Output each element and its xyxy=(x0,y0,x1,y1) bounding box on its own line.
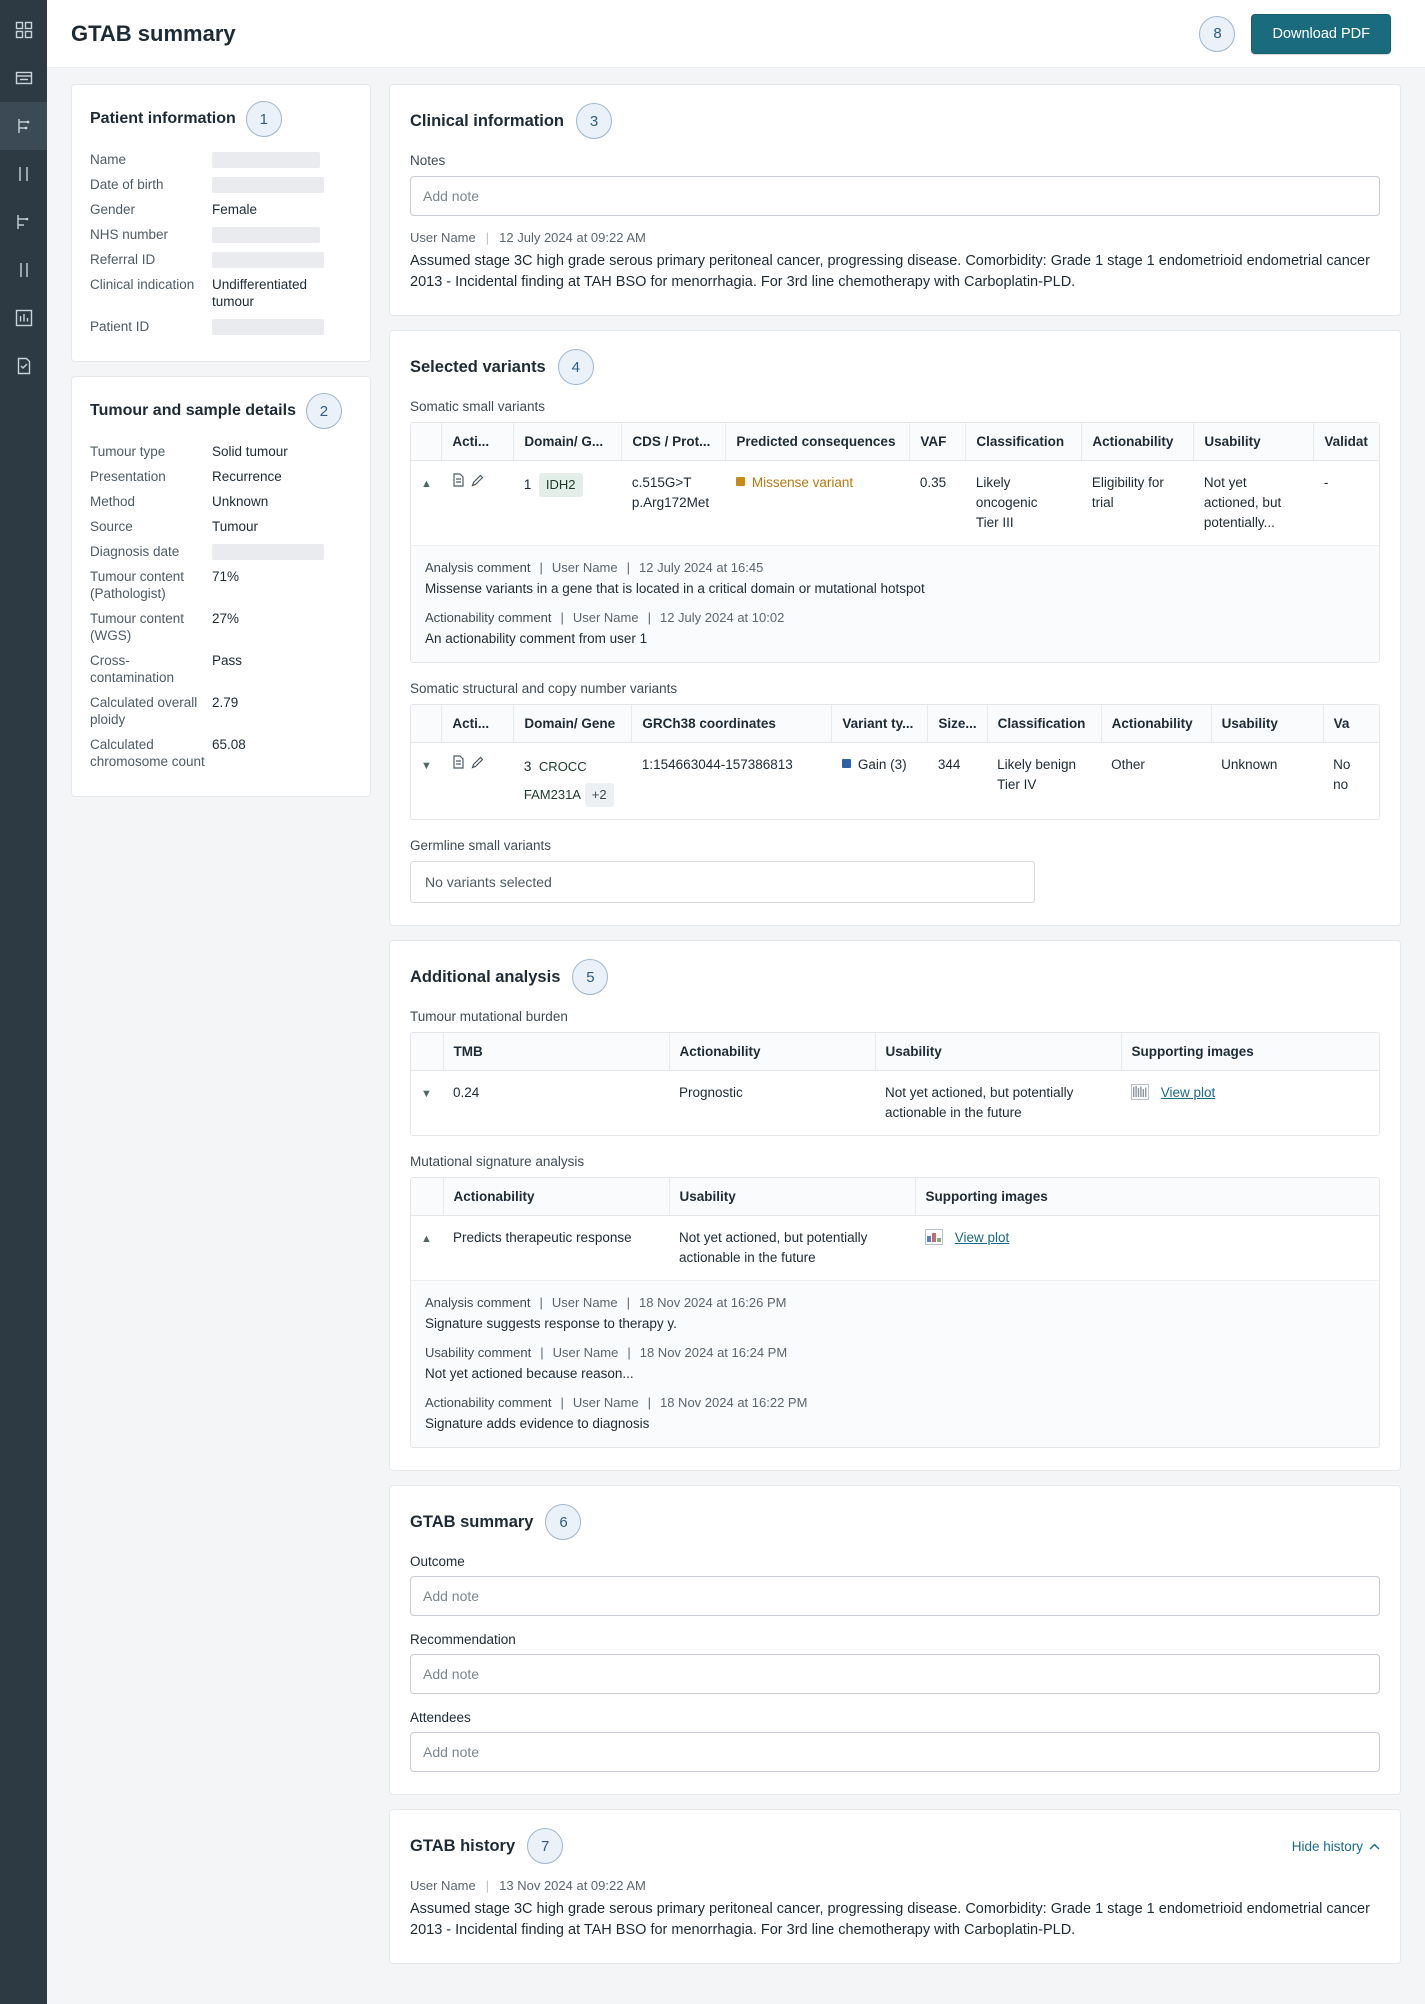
somatic-small-variant-comments xyxy=(411,545,1379,662)
chevron-down-icon[interactable]: ▼ xyxy=(421,760,432,772)
row-expand-toggle[interactable] xyxy=(411,1071,443,1136)
redacted-value xyxy=(212,177,324,193)
field-value: 2.79 xyxy=(212,695,239,710)
comment-author: User Name xyxy=(552,1345,619,1360)
patient-row-date-of-birth xyxy=(90,176,352,193)
germline-variants-empty: No variants selected xyxy=(410,861,1035,903)
field-value xyxy=(212,251,352,268)
comment-label: Actionability comment xyxy=(425,1395,552,1410)
row-vaf: 0.35 xyxy=(919,475,947,490)
chevron-up-icon[interactable]: ▲ xyxy=(421,1233,432,1245)
col-domain-gene: Domain/ Gene xyxy=(514,705,632,743)
col-actionability: Actionability xyxy=(1101,705,1211,743)
field-label: Source xyxy=(90,519,133,534)
field-label: Patient ID xyxy=(90,319,150,334)
field-value: Solid tumour xyxy=(212,444,288,459)
clinical-note-meta xyxy=(410,230,1380,245)
col-supporting-images: Supporting images xyxy=(915,1178,1379,1216)
col-classification: Classification xyxy=(987,705,1101,743)
somatic-structural-variants-table-wrap xyxy=(410,704,1380,820)
classification-value: Likely benign xyxy=(997,757,1076,772)
field-value: Pass xyxy=(212,653,243,668)
somatic-small-variants-table-wrap xyxy=(410,422,1380,663)
comment-timestamp: 18 Nov 2024 at 16:24 PM xyxy=(639,1345,788,1360)
row-expand-toggle[interactable] xyxy=(411,461,442,546)
meta-separator: | xyxy=(485,230,490,245)
tumour-sample-details-card xyxy=(71,376,371,797)
patient-row-nhs-number xyxy=(90,226,352,243)
step-badge-1: 1 xyxy=(246,101,282,137)
patient-information-header xyxy=(90,101,352,137)
document-icon[interactable] xyxy=(452,475,469,490)
patient-row-clinical-indication xyxy=(90,276,352,310)
field-value: Tumour xyxy=(212,519,259,534)
left-column xyxy=(71,84,371,797)
row-expand-toggle[interactable] xyxy=(411,743,442,820)
col-usability: Usability xyxy=(669,1178,915,1216)
redacted-value xyxy=(212,252,324,268)
step-badge-6: 6 xyxy=(545,1504,581,1540)
attendees-label: Attendees xyxy=(410,1710,471,1725)
gene-pill: IDH2 xyxy=(539,473,583,497)
recommendation-input[interactable] xyxy=(410,1654,1380,1694)
field-label: Referral ID xyxy=(90,252,156,267)
history-entry-text: Assumed stage 3C high grade serous primary peritoneal cancer, progressing disease. Comorbidity: Grade 1 stage 1 endometrioid endometrial cancer 2013 - Incidental finding at TAH BSO for menorrhagia. For 3rd line chemotherapy with Carboplatin-PLD. xyxy=(410,1901,1370,1938)
dashboard-icon xyxy=(15,21,33,39)
field-label: Calculated chromosome count xyxy=(90,737,205,769)
comment-timestamp: 12 July 2024 at 10:02 xyxy=(659,610,785,625)
row-coordinates: 1:154663044-157386813 xyxy=(641,757,793,772)
col-actions: Acti... xyxy=(442,705,514,743)
col-validation: Va xyxy=(1323,705,1379,743)
note-timestamp: 12 July 2024 at 09:22 AM xyxy=(499,230,646,245)
attendees-input[interactable] xyxy=(410,1732,1380,1772)
main-area xyxy=(47,0,1425,2004)
actionability-comment-text: Signature adds evidence to diagnosis xyxy=(425,1416,650,1431)
meta-separator: | xyxy=(560,1395,564,1410)
redacted-value xyxy=(212,544,324,560)
gtab-history-title: GTAB history xyxy=(410,1836,516,1855)
somatic-structural-variants-label: Somatic structural and copy number variants xyxy=(410,681,678,696)
row-action-icons xyxy=(442,743,514,820)
row-variant-type xyxy=(832,743,928,820)
meta-separator: | xyxy=(485,1878,490,1893)
chevron-up-icon[interactable]: ▲ xyxy=(421,478,432,490)
patient-row-referral-id xyxy=(90,251,352,268)
tumour-row-presentation xyxy=(90,468,352,485)
patient-information-card xyxy=(71,84,371,362)
col-expand xyxy=(411,1178,443,1216)
field-label: Tumour type xyxy=(90,444,166,459)
mutational-signature-table xyxy=(411,1178,1379,1280)
step-badge-2: 2 xyxy=(306,393,342,429)
field-label: NHS number xyxy=(90,227,169,242)
edit-pencil-icon[interactable] xyxy=(471,475,484,490)
table-header-row xyxy=(411,1033,1379,1071)
classification-value: Likely oncogenic xyxy=(975,475,1038,510)
row-usability: Not yet actioned, but potentially actionable in the future xyxy=(885,1085,1074,1120)
columns-icon xyxy=(15,261,33,279)
field-value xyxy=(212,176,352,193)
col-usability: Usability xyxy=(1194,423,1314,461)
cds-value: c.515G>T xyxy=(631,475,692,490)
meta-separator: | xyxy=(626,560,631,575)
col-tmb: TMB xyxy=(443,1033,669,1071)
row-supporting-images xyxy=(1121,1071,1379,1136)
clinical-information-panel xyxy=(389,84,1401,316)
table-row xyxy=(411,1216,1379,1281)
mutational-signature-table-wrap xyxy=(410,1177,1380,1448)
mutational-signature-label: Mutational signature analysis xyxy=(410,1154,585,1169)
report-icon xyxy=(15,357,33,375)
chart-icon xyxy=(15,309,33,327)
step-badge-4: 4 xyxy=(558,349,594,385)
field-value: 65.08 xyxy=(212,737,246,752)
rail-item-chart[interactable] xyxy=(0,294,47,342)
note-author: User Name xyxy=(410,230,476,245)
tumour-row-chromosome-count xyxy=(90,736,352,770)
row-tmb-value: 0.24 xyxy=(453,1085,480,1100)
row-actionability: Other xyxy=(1111,757,1145,772)
row-actionability: Eligibility for trial xyxy=(1091,475,1164,510)
actionability-comment-head xyxy=(425,1393,1365,1412)
view-plot-link[interactable]: View plot xyxy=(954,1230,1010,1245)
field-value: 71% xyxy=(212,569,240,584)
col-size: Size... xyxy=(928,705,987,743)
somatic-small-variants-label: Somatic small variants xyxy=(410,399,546,414)
comment-timestamp: 18 Nov 2024 at 16:26 PM xyxy=(639,1295,787,1310)
tumour-row-source xyxy=(90,518,352,535)
additional-analysis-panel xyxy=(389,940,1401,1471)
step-badge-5: 5 xyxy=(572,959,608,995)
patient-row-name xyxy=(90,151,352,168)
additional-analysis-header xyxy=(410,959,1380,995)
gtab-history-header xyxy=(410,1828,1380,1864)
additional-analysis-title: Additional analysis xyxy=(410,967,561,986)
row-usability: Not yet actioned, but potentially... xyxy=(1203,475,1282,530)
usability-comment-text: Not yet actioned because reason... xyxy=(425,1366,634,1381)
consequence-color-swatch xyxy=(736,477,745,486)
gene-extra-count[interactable]: +2 xyxy=(585,783,614,807)
field-value: Undifferentiated tumour xyxy=(212,277,308,309)
row-size: 344 xyxy=(937,757,961,772)
list-icon xyxy=(15,69,33,87)
col-validation: Validat xyxy=(1314,423,1379,461)
col-supporting-images: Supporting images xyxy=(1121,1033,1379,1071)
rail-item-variants[interactable] xyxy=(0,150,47,198)
edit-pencil-icon[interactable] xyxy=(471,757,484,772)
tumour-row-method xyxy=(90,493,352,510)
field-label: Name xyxy=(90,152,127,167)
comment-timestamp: 12 July 2024 at 16:45 xyxy=(639,560,764,575)
row-action-icons xyxy=(442,461,514,546)
left-icon-rail xyxy=(0,0,47,2004)
tumour-row-content-pathologist xyxy=(90,568,352,602)
tmb-table xyxy=(411,1033,1379,1135)
field-label: Date of birth xyxy=(90,177,164,192)
comment-label: Analysis comment xyxy=(425,1295,531,1310)
analysis-comment-text: Signature suggests response to therapy y. xyxy=(425,1316,677,1331)
meta-separator: | xyxy=(647,610,651,625)
mutational-signature-comments xyxy=(411,1280,1379,1447)
somatic-small-variants-table xyxy=(411,423,1379,545)
field-value xyxy=(212,226,352,243)
rail-item-columns[interactable] xyxy=(0,246,47,294)
gtab-summary-header xyxy=(410,1504,1380,1540)
tier-value: Tier III xyxy=(975,515,1014,530)
table-header-row xyxy=(411,705,1379,743)
field-value: Recurrence xyxy=(212,469,282,484)
col-expand xyxy=(411,1033,443,1071)
comment-label: Analysis comment xyxy=(425,560,531,575)
row-supporting-images xyxy=(915,1216,1379,1281)
variant-type-color-swatch xyxy=(842,759,851,768)
tmb-label: Tumour mutational burden xyxy=(410,1009,568,1024)
col-usability: Usability xyxy=(1211,705,1323,743)
gtab-summary-panel xyxy=(389,1485,1401,1795)
clinical-note-text: Assumed stage 3C high grade serous primary peritoneal cancer, progressing disease. Comorbidity: Grade 1 stage 1 endometrioid endometrial cancer 2013 - Incidental finding at TAH BSO for menorrhagia. For 3rd line chemotherapy with Carboplatin-PLD. xyxy=(410,253,1370,290)
tier-value: Tier IV xyxy=(997,777,1037,792)
actionability-comment-text: An actionability comment from user 1 xyxy=(425,631,648,646)
row-cds-protein xyxy=(622,461,726,546)
patient-row-patient-id xyxy=(90,318,352,335)
table-header-row xyxy=(411,423,1379,461)
outcome-input[interactable] xyxy=(410,1576,1380,1616)
col-classification: Classification xyxy=(966,423,1082,461)
download-pdf-button[interactable]: Download PDF xyxy=(1251,14,1391,54)
field-label: Tumour content (Pathologist) xyxy=(90,569,185,601)
field-label: Cross-contamination xyxy=(90,653,175,685)
selected-variants-header xyxy=(410,349,1380,385)
field-label: Method xyxy=(90,494,136,509)
somatic-structural-variants-table xyxy=(411,705,1379,819)
table-row xyxy=(411,461,1379,546)
top-bar-actions xyxy=(1199,14,1391,54)
hide-history-toggle[interactable] xyxy=(1292,1839,1380,1854)
view-plot-link[interactable]: View plot xyxy=(1160,1085,1216,1100)
rail-item-dashboard[interactable] xyxy=(0,6,47,54)
top-bar xyxy=(47,0,1425,68)
field-value xyxy=(212,151,352,168)
comment-timestamp: 18 Nov 2024 at 16:22 PM xyxy=(659,1395,808,1410)
meta-separator: | xyxy=(626,1295,631,1310)
recommendation-label: Recommendation xyxy=(410,1632,516,1647)
row-usability: Unknown xyxy=(1221,757,1278,772)
redacted-value xyxy=(212,319,324,335)
history-author: User Name xyxy=(410,1878,476,1893)
field-label: Calculated overall ploidy xyxy=(90,695,198,727)
gtab-summary-title: GTAB summary xyxy=(410,1512,534,1531)
col-cds-protein: CDS / Prot... xyxy=(622,423,726,461)
plot-thumbnail-icon xyxy=(925,1229,943,1245)
tumour-row-ploidy xyxy=(90,694,352,728)
tasks-icon xyxy=(15,117,33,135)
clinical-information-title: Clinical information xyxy=(410,111,565,130)
tumour-sample-details-title: Tumour and sample details xyxy=(90,402,296,419)
col-usability: Usability xyxy=(875,1033,1121,1071)
tumour-sample-details-header xyxy=(90,393,352,429)
step-badge-7: 7 xyxy=(527,1828,563,1864)
field-value: Female xyxy=(212,202,258,217)
field-label: Clinical indication xyxy=(90,277,195,292)
meta-separator: | xyxy=(647,1395,651,1410)
col-expand xyxy=(411,423,442,461)
col-predicted-consequences: Predicted consequences xyxy=(726,423,910,461)
step-badge-3: 3 xyxy=(576,103,612,139)
hide-history-label: Hide history xyxy=(1291,1838,1363,1854)
page-title: GTAB summary xyxy=(71,20,236,46)
col-expand xyxy=(411,705,442,743)
comment-author: User Name xyxy=(551,560,618,575)
variants-icon xyxy=(15,165,33,183)
analysis-comment-head xyxy=(425,558,1365,577)
gene-pill-secondary: FAM231A xyxy=(523,787,581,802)
col-actions: Acti... xyxy=(442,423,514,461)
col-actionability: Actionability xyxy=(669,1033,875,1071)
consequence-label: Missense variant xyxy=(751,475,854,490)
meta-separator: | xyxy=(560,610,564,625)
tmb-table-wrap xyxy=(410,1032,1380,1136)
table-header-row xyxy=(411,1178,1379,1216)
chevron-down-icon[interactable]: ▼ xyxy=(421,1088,432,1100)
meta-separator: | xyxy=(540,1345,544,1360)
variant-rank: 1 xyxy=(523,477,532,492)
comment-label: Usability comment xyxy=(425,1345,532,1360)
tumour-row-diagnosis-date xyxy=(90,543,352,560)
selected-variants-panel xyxy=(389,330,1401,926)
field-label: Diagnosis date xyxy=(90,544,180,559)
usability-comment-head xyxy=(425,1343,1365,1362)
row-actionability: Prognostic xyxy=(679,1085,743,1100)
clinical-information-header xyxy=(410,103,1380,139)
outcome-label: Outcome xyxy=(410,1554,465,1569)
row-usability: Not yet actioned, but potentially actionable in the future xyxy=(679,1230,868,1265)
row-classification xyxy=(987,743,1101,820)
notes-label: Notes xyxy=(410,153,446,168)
tumour-row-type xyxy=(90,443,352,460)
variant-type-label: Gain (3) xyxy=(857,757,907,772)
table-row xyxy=(411,743,1379,820)
validation-line-2: no xyxy=(1333,777,1349,792)
col-grch38-coordinates: GRCh38 coordinates xyxy=(632,705,832,743)
protein-value: p.Arg172Met xyxy=(631,495,710,510)
clinical-note-input[interactable] xyxy=(410,176,1380,216)
selected-variants-title: Selected variants xyxy=(410,357,546,376)
step-badge-8: 8 xyxy=(1199,16,1235,52)
field-value: Unknown xyxy=(212,494,269,509)
field-label: Gender xyxy=(90,202,136,217)
variant-rank: 3 xyxy=(523,759,532,774)
plot-thumbnail-icon xyxy=(1131,1084,1149,1100)
field-label: Presentation xyxy=(90,469,166,484)
row-actionability: Predicts therapeutic response xyxy=(453,1230,632,1245)
meta-separator: | xyxy=(627,1345,631,1360)
comment-author: User Name xyxy=(572,1395,639,1410)
col-actionability: Actionability xyxy=(1082,423,1194,461)
field-value xyxy=(212,318,352,335)
rail-item-tasks[interactable] xyxy=(0,102,47,150)
table-row xyxy=(411,1071,1379,1136)
comment-author: User Name xyxy=(572,610,639,625)
row-classification xyxy=(966,461,1082,546)
gtab-history-panel xyxy=(389,1809,1401,1964)
filter-icon xyxy=(15,213,33,231)
row-validation: - xyxy=(1323,475,1329,490)
field-value xyxy=(212,543,352,560)
col-variant-type: Variant ty... xyxy=(832,705,928,743)
validation-line-1: No xyxy=(1333,757,1351,772)
field-label: Tumour content (WGS) xyxy=(90,611,185,643)
row-expand-toggle[interactable] xyxy=(411,1216,443,1281)
comment-label: Actionability comment xyxy=(425,610,552,625)
content-area xyxy=(47,68,1425,2004)
rail-item-report[interactable] xyxy=(0,342,47,390)
row-validation xyxy=(1323,743,1379,820)
chevron-up-icon xyxy=(1369,1839,1380,1854)
right-column xyxy=(389,84,1401,1964)
meta-separator: | xyxy=(539,560,543,575)
row-domain-gene xyxy=(514,743,632,820)
tumour-row-content-wgs xyxy=(90,610,352,644)
analysis-comment-text: Missense variants in a gene that is located in a critical domain or mutational hotspot xyxy=(425,581,925,596)
tumour-row-cross-contamination xyxy=(90,652,352,686)
rail-item-list[interactable] xyxy=(0,54,47,102)
rail-item-filter[interactable] xyxy=(0,198,47,246)
col-vaf: VAF xyxy=(910,423,966,461)
gene-pill-primary: CROCC xyxy=(538,759,587,774)
field-value: 27% xyxy=(212,611,240,626)
col-domain-gene: Domain/ G... xyxy=(514,423,622,461)
redacted-value xyxy=(212,152,320,168)
analysis-comment-head xyxy=(425,1293,1365,1312)
col-actionability: Actionability xyxy=(443,1178,669,1216)
history-entry-meta xyxy=(410,1878,1380,1893)
patient-row-gender xyxy=(90,201,352,218)
document-icon[interactable] xyxy=(452,757,469,772)
row-domain-gene xyxy=(514,461,622,546)
redacted-value xyxy=(212,227,320,243)
meta-separator: | xyxy=(539,1295,543,1310)
patient-information-title: Patient information xyxy=(90,110,236,127)
actionability-comment-head xyxy=(425,608,1365,627)
comment-author: User Name xyxy=(551,1295,618,1310)
history-timestamp: 13 Nov 2024 at 09:22 AM xyxy=(499,1878,646,1893)
germline-variants-label: Germline small variants xyxy=(410,838,552,853)
row-predicted-consequence xyxy=(726,461,910,546)
